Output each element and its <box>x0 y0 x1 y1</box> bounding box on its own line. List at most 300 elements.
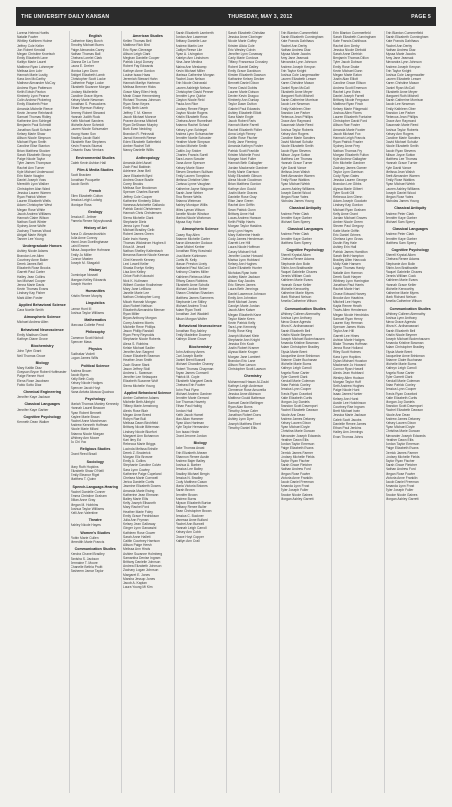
section-heading: Atmospheric Science <box>181 227 219 232</box>
graduate-name: Kate Francis Dahlhaus <box>333 39 367 44</box>
section-heading: Environmental Studies <box>75 155 115 160</box>
graduate-name: Grace Elizabeth Seaman <box>123 354 160 359</box>
graduate-name: Jonathan Riley Krasinski <box>175 249 212 254</box>
graduate-name: Emily A. Collins <box>123 459 146 464</box>
graduate-name: Scott Bracken <box>70 173 92 178</box>
graduate-name: Cameron Scott Nicholl <box>70 335 104 340</box>
graduate-name: David Michael Schultz <box>280 140 313 145</box>
graduate-name: Kelly Beth Cody <box>70 377 94 382</box>
graduate-name: Amanda Michelle Reece <box>17 106 53 111</box>
graduate-name: Charles Francis Sorell <box>175 152 208 157</box>
graduate-name: Kelsey Lauren Dixon <box>280 421 311 426</box>
graduate-name: Joseph Michael Bodenhausen <box>280 337 325 342</box>
graduate-name: Brandon Lee Allen <box>17 253 44 258</box>
graduate-name: Kelsey Jean Galloway <box>123 522 156 527</box>
graduate-name: Lauren Elizabeth Lesser <box>385 77 422 82</box>
graduate-name: Susannah Marie Reed <box>280 123 314 128</box>
graduate-name: Michael Ryan Smith <box>17 140 47 145</box>
graduate-name: Christina Marie Duncan <box>280 429 315 434</box>
section-heading: Undergraduate Honors <box>22 244 62 249</box>
graduate-name: Caitlin Rose Fischer <box>228 136 258 141</box>
graduate-name: Brian Patrick Conley <box>280 383 311 388</box>
graduate-name: Kaylee Marie Braun <box>70 414 100 419</box>
graduate-name: Anthony Charles Miller <box>175 270 209 275</box>
graduate-name: Erin Blanton Cummerfield <box>280 31 319 35</box>
name-columns <box>16 31 436 793</box>
graduate-name: Julia Ann Fryman <box>123 517 149 522</box>
graduate-name: Emily Rose Watkins <box>385 178 415 183</box>
graduate-name: Derrick James Farmer <box>280 450 314 455</box>
graduate-name: Melissa Jean Walsh <box>385 169 415 174</box>
graduate-name: Carl Joseph Bartle <box>175 354 203 359</box>
section-heading: Classical Languages <box>392 227 429 232</box>
section-heading: Cognitive Psychology <box>286 247 325 252</box>
graduate-name: Samantha Denise Ingram <box>123 555 161 560</box>
graduate-name: Chloe Ruth Kokoschi <box>123 274 154 279</box>
graduate-name: Lisa Marie Kuhlmann <box>175 253 207 258</box>
graduate-name: Brett Michael Jones <box>228 300 257 304</box>
graduate-name: Alexis Rose Blair <box>123 408 148 413</box>
graduate-name: Hannah Grace Keller <box>385 282 417 287</box>
graduate-name: Mariah Thomas Manley Kennedy <box>70 402 119 407</box>
graduate-name: Lexi Lowell Keller <box>123 261 149 266</box>
graduate-name: Micah Hannah Morgan <box>123 299 157 304</box>
graduate-name: Mirza K. Ardhanaswari <box>385 324 419 329</box>
graduate-name: Emily Rose Drake <box>333 64 360 69</box>
graduate-name: Kathryn Anne Gordon <box>123 68 155 73</box>
graduate-name: Michael Jordan Seber <box>175 287 208 292</box>
graduate-name: Sarah Elizabeth Lamberth <box>175 31 214 35</box>
graduate-name: Jacob Andrew Williams <box>17 211 51 216</box>
graduate-name: Margaret Ruth Mitchell <box>385 94 419 99</box>
graduate-name: Jessica C. Buckner <box>175 513 204 518</box>
graduate-name: Jenna Lynn Foust <box>123 223 150 228</box>
graduate-name: Megan Rose Fowler <box>385 471 416 476</box>
graduate-name: Lauren Elizabeth Fontaine <box>333 115 372 120</box>
name-column <box>384 31 437 793</box>
graduate-name: Brandon Lee Parker <box>385 110 416 115</box>
graduate-name: Jacqueline Anne Brinkman <box>385 353 425 358</box>
graduate-name: Susannah Marie Reed <box>385 123 419 128</box>
graduate-name: Ethan Paul Halbig <box>175 404 202 409</box>
graduate-name: Catherine Mary Burch <box>70 39 103 44</box>
graduate-name: Melissa Christine Utter <box>175 178 209 183</box>
section-heading: Communication Studies <box>389 306 431 311</box>
graduate-name: Elizabeth Anne Meyer <box>385 89 418 94</box>
graduate-name: Alexa S. Robbins <box>123 341 149 346</box>
graduate-name: Mark Richard Nelson <box>385 295 417 300</box>
graduate-name: Michael Sam Sperry <box>385 219 416 224</box>
graduate-name: Adrienne Jean Bell <box>123 169 151 174</box>
graduate-name: Chase Edward Harvey <box>333 291 366 296</box>
section-heading: Applied Behavioral Science <box>18 302 66 307</box>
graduate-name: Matthew Lee Thomas <box>280 157 313 162</box>
graduate-name: Elysia Marie Brent <box>385 349 413 354</box>
graduate-name: Kevin Jerome Reinhardt <box>17 110 53 115</box>
graduate-name: Rachel Ann Turner <box>17 165 45 170</box>
graduate-name: Kimberly Lynn Pearce <box>17 94 50 99</box>
graduate-name: Nicole Elizabeth Smith <box>385 144 419 149</box>
graduate-name: Michelle Marie Burns <box>385 362 417 367</box>
graduate-name: Jason Phillip Randall <box>123 329 154 334</box>
graduate-name: Mackenzie Jo Howard <box>333 363 366 368</box>
graduate-name: Erin Michelle Gardner <box>333 161 365 166</box>
graduate-name: Marsha Jessop Jones <box>123 576 156 581</box>
graduate-name: Carly Marie Cordova <box>228 56 259 61</box>
graduate-name: Rebecca Jean Phillips <box>280 115 313 120</box>
graduate-name: Morgan Eliz Browne <box>123 454 153 459</box>
graduate-name: Whitney Lynn Harrington <box>333 278 370 283</box>
graduate-name: Taylor Dawn Dutton <box>228 102 257 107</box>
graduate-name: Lamar Hunt III <box>70 306 92 311</box>
graduate-name: Adam Christopher West <box>17 203 52 208</box>
graduate-name: Tyler James Thompson <box>17 161 52 166</box>
graduate-name: Bradley Michael Bergin <box>175 471 210 476</box>
graduate-name: Ryan Sean Keyes <box>123 102 150 107</box>
graduate-name: Heather Marie Simpson <box>175 140 211 145</box>
graduate-name: Stephanie Dietz <box>123 219 147 224</box>
graduate-name: Kayla Renee Heath <box>333 304 362 309</box>
graduate-name: Nathaniel Paul McCord <box>175 266 210 271</box>
graduate-name: Dale Irwin Haney <box>123 236 149 241</box>
graduate-name: Lucas Andrew Hanson <box>228 215 261 220</box>
graduate-name: Sarah Elizabeth Cunningham <box>385 35 429 40</box>
graduate-name: Dominique Nosseil <box>70 273 98 278</box>
graduate-name: Courtney Rae Ingram <box>333 405 365 410</box>
graduate-name: Katie Elizabeth Curtis <box>385 395 418 400</box>
section-heading: Physics <box>88 347 103 351</box>
graduate-name: Kenneth Dean Walker <box>17 420 50 425</box>
graduate-name: Ryan Michael Doyle <box>280 425 310 430</box>
graduate-name: Andrew James Delaney <box>280 416 316 421</box>
graduate-name: Cara Noelle Smith <box>17 308 44 312</box>
graduate-name: Daniel Ryan McCall <box>280 85 310 90</box>
graduate-name: Jacob Michael Monroe <box>123 114 157 119</box>
graduate-name: Lindsey Michelle Fields <box>280 454 315 459</box>
graduate-name: Katherine Kimberly Dillon <box>123 198 161 203</box>
graduate-name: Michael Bradley Gelb <box>123 228 155 233</box>
graduate-name: Megan Elizabeth Kane <box>228 312 262 317</box>
graduate-name: Kelsey Marie Shaw <box>17 131 46 136</box>
graduate-name: Dylan Michael Houston <box>333 358 367 363</box>
graduate-name: Monica Lynn Dunn <box>70 68 98 73</box>
graduate-name: Hailey Ann Jennings <box>333 430 363 435</box>
graduate-name: Sean Christopher Brown <box>175 509 212 514</box>
graduate-name: Carissa Lynne Vaughan <box>175 182 211 187</box>
graduate-name: Jacob Ryan Stevens <box>280 148 311 153</box>
graduate-name: Megan M. Hobbins <box>70 502 99 507</box>
graduate-name: Andrew Scott Emerson <box>333 85 367 90</box>
graduate-name: Chelsea Marie Cornwell <box>123 475 158 480</box>
graduate-name: Emily Ann Johnston <box>228 295 257 300</box>
graduate-name: Benjamin Thomas Dillon <box>333 56 369 61</box>
graduate-name: Kristin Nicole Beymer <box>385 332 418 337</box>
graduate-name: Kara Lynn Hopkins <box>333 354 361 359</box>
graduate-name: Travis Ryan Crawford <box>385 391 418 396</box>
graduate-name: Caroline Grace Myers <box>70 93 103 98</box>
graduate-name: Alison Kay Jacobs <box>228 278 255 283</box>
graduate-name: Kellen Thomas Bell <box>123 39 152 44</box>
graduate-name: Spencer Mass <box>70 339 92 344</box>
section-heading: Theatre <box>88 518 102 523</box>
graduate-name: Bradley Jacob Stahl <box>70 135 100 140</box>
graduate-name: Kevin Michael Dunn <box>333 68 363 73</box>
graduate-name: Meah Grace Hennenberg <box>123 93 161 98</box>
graduate-name: Ethan Paul Jenkins <box>333 426 362 431</box>
graduate-name: Brooke Nicole Gaines <box>280 492 313 497</box>
graduate-name: Tyler Garrett Clark <box>280 374 308 379</box>
section-heading: English <box>88 34 102 38</box>
graduate-name: Alyssa Marie Jacobs <box>280 52 311 57</box>
graduate-name: Alexander Joseph Edwards <box>280 433 321 438</box>
graduate-name: Louise Isaac Haas <box>123 72 151 77</box>
graduate-name: Elizabeth Alexandria Menser <box>123 308 165 312</box>
graduate-name: Jennifer Louise Howard <box>228 253 263 258</box>
graduate-name: Amanda Kathryn Foster <box>228 144 263 149</box>
graduate-name: Jane Elizabeth Byrd <box>123 173 153 178</box>
graduate-name: Kyle Andrew Gallagher <box>333 157 367 162</box>
graduate-name: Paige Renee Hunt <box>17 374 44 379</box>
graduate-name: Grant Reed Brazil <box>70 452 97 457</box>
graduate-name: Brandon R. Petrovski <box>123 131 155 136</box>
graduate-name: Monique Ross <box>70 202 92 207</box>
graduate-name: Kyle Taylor Hernandez <box>175 425 209 430</box>
graduate-name: Jessica Nicole Diebold <box>333 47 367 52</box>
graduate-name: Jacob Allen Kaiser <box>228 308 256 313</box>
graduate-name: Tara Lynn Kennedy <box>228 325 257 330</box>
masthead-page-number: PAGE 5 <box>411 13 431 20</box>
graduate-name: Emily Lauren Tompkins <box>175 173 210 178</box>
graduate-name: Alexandra Lynn Johnson <box>385 60 422 65</box>
graduate-name: Jonathan Scott Schuler <box>17 127 52 132</box>
graduate-name: Ryan DeShawn Murphy <box>123 123 158 128</box>
graduate-name: Stephanie Lee Stilley <box>175 299 207 304</box>
graduate-name: Christopher Alan Ward <box>17 186 51 191</box>
graduate-name: Emily Kathleen Ober <box>385 106 416 111</box>
graduate-name: Jessica Anne Atkinson <box>228 392 261 397</box>
graduate-name: Caleb Kevin Ashton Hall <box>70 160 106 165</box>
graduate-name: Hannah Grace Turner <box>280 161 313 166</box>
graduate-name: Julia Anne Conroy <box>70 235 98 240</box>
graduate-name: Laura Nicole Hoffman <box>228 245 260 250</box>
graduate-name: Rachel Ann Griffin <box>228 203 255 208</box>
graduate-name: Jeffrey T. M. Klemm <box>123 110 153 115</box>
graduate-name: Sarah Brown <box>175 488 195 493</box>
graduate-name: Sara Leann Sowder <box>175 157 205 162</box>
graduate-name: Joshua Cole Langenwalter <box>385 73 425 78</box>
graduate-name: Katherine Marie Myers <box>280 290 314 295</box>
graduate-name: Chelsea Anne Rumelhart <box>175 119 213 124</box>
graduate-name: Brian Patrick Conley <box>385 383 416 388</box>
graduate-name: Kara Ann McCarthy <box>17 77 46 82</box>
graduate-name: Alan Robert Neilson <box>123 303 153 308</box>
graduate-name: Megan Rose Fowler <box>280 471 311 476</box>
graduate-name: Mason Preston Lively <box>175 261 208 266</box>
graduate-name: Kathryn Leigh Anderson <box>228 383 264 388</box>
graduate-name: Trevor David Dobbs <box>228 85 258 90</box>
graduate-name: Jacob Lee Newman <box>385 102 415 107</box>
graduate-name: Chelsea Lorelei Clark <box>70 56 103 61</box>
section-heading: Biochemistry <box>188 344 212 349</box>
graduate-name: Carolyn Marie Jordan <box>228 304 260 309</box>
graduate-name: Bradley Allen Hancock <box>333 257 366 262</box>
graduate-name: Mohammad Hasan Al-Zoubi <box>228 379 269 384</box>
graduate-name: Brianne Claire Buchanan <box>280 358 318 363</box>
graduate-name: Garrett Lee Hines <box>333 333 360 338</box>
graduate-name: Kendall Marie Coleman <box>280 379 315 384</box>
graduate-name: Lauren Kay Herman <box>333 321 363 326</box>
graduate-name: Joshua Taylor Roberts <box>280 127 314 132</box>
graduate-name: Jeremiah Stewart Hahn <box>123 77 158 82</box>
graduate-name: Elizabeth Anne Schultz <box>175 282 210 287</box>
graduate-name: Megan Rose Yates <box>280 194 309 199</box>
graduate-name: Jacob Lee Newman <box>280 102 310 107</box>
newspaper-page <box>0 7 452 807</box>
graduate-name: Bailey Marie Ellis <box>123 496 149 501</box>
graduate-name: Nathan Thomas Ball <box>70 51 101 56</box>
graduate-name: Stephanie Caroline Colvin <box>123 463 162 468</box>
graduate-name: Arianna Rachel Schauf <box>175 123 210 128</box>
graduate-name: Christopher Scott Lawson <box>228 367 266 372</box>
graduate-name: Katherine Jean Ehmann <box>123 492 159 497</box>
graduate-name: Allison Rae Foster <box>333 123 360 128</box>
graduate-name: Adam Christopher Bradley <box>385 345 425 350</box>
graduate-name: Morgan Jane Lambert <box>228 354 261 359</box>
graduate-name: Lauren Marie Dotson <box>228 89 259 94</box>
graduate-name: Sara Marie Engle <box>228 115 254 120</box>
graduate-name: Elizabeth Rose Brooks <box>17 266 51 271</box>
graduate-name: Taylor Ryan Fischer <box>385 458 415 463</box>
graduate-name: Rachel Elizabeth Dawson <box>280 408 319 413</box>
graduate-name: Jennifer Kaye Garber <box>385 236 417 241</box>
section-heading: History of Art <box>83 226 107 231</box>
graduate-name: Cody James Henderson <box>228 236 264 241</box>
graduate-name: Kirsten Elizabeth Dawson <box>228 73 266 78</box>
graduate-name: Megan Nicole Hendricks <box>333 312 369 317</box>
graduate-name: Ashley Nicole Adams <box>17 249 48 254</box>
graduate-name: Joshua Taylor Williams <box>70 310 104 315</box>
graduate-name: Mary Kaitlin Diaz <box>17 366 42 371</box>
graduate-name: Sarah Beth Hampton <box>333 253 364 258</box>
graduate-name: Amy Lynn Hayes <box>228 228 253 233</box>
graduate-name: Kristen Michelle Frost <box>228 152 260 157</box>
graduate-name: Emily Kathleen Ober <box>280 106 311 111</box>
graduate-name: Clayton Nicole Reid <box>175 98 205 103</box>
graduate-name: Logan James Wills <box>70 356 99 361</box>
graduate-name: Mary Ruth Hopkins <box>70 464 99 469</box>
graduate-name: Allison Paige Hersh <box>123 543 152 548</box>
graduate-name: Nick K. Kullmann <box>123 278 149 283</box>
graduate-name: Ashton Marie Hodges <box>333 337 365 342</box>
section-heading: Classical Languages <box>24 402 61 407</box>
section-heading: Geology <box>88 209 103 214</box>
graduate-name: Timothy Jesse Cater <box>228 409 259 414</box>
section-heading: Cognitive Psychology <box>23 414 62 419</box>
graduate-name: Sarah Elizabeth Cunningham <box>333 35 376 40</box>
graduate-name: John Paul Flynn <box>175 387 200 392</box>
section-heading: Classical Antiquity <box>394 206 427 211</box>
graduate-name: Heather Dawn Ellis <box>280 437 309 442</box>
graduate-name: Elizabeth Margaret Davis <box>175 379 213 384</box>
graduate-name: Victoria Anne Franklin <box>280 475 313 480</box>
section-heading: Applied Behavioral Science <box>124 390 172 395</box>
graduate-name: Morgan Joy Daniels <box>280 400 310 405</box>
graduate-name: Dennis William Cook <box>280 274 311 279</box>
graduate-name: Hannah Leigh Carroll <box>175 526 207 531</box>
graduate-name: Chanelle Bethia Pruitt <box>70 564 103 569</box>
graduate-name: Matthew Lee Thomas <box>385 157 418 162</box>
graduate-name: Dustin Ray Hale <box>333 241 357 246</box>
graduate-name: Michael Ryan Graham <box>333 207 366 212</box>
graduate-name: Allison Nicole Simpson <box>17 136 51 141</box>
graduate-name: Shirin Ann Braithwaite <box>280 265 313 270</box>
graduate-name: Jennifer Kaye Garber <box>280 215 312 220</box>
graduate-name: Katie Marie Griffin <box>333 228 360 233</box>
graduate-name: Patrick David Christensen <box>123 207 161 212</box>
graduate-name: Claire Elizabeth Hunter <box>228 266 262 271</box>
graduate-name: Jacob A. Kaplan <box>123 581 147 585</box>
graduate-name: Erin Elizabeth Ahearn <box>175 450 208 455</box>
graduate-name: Richard Thomas Johnson <box>123 98 161 103</box>
graduate-name: Rachel Elizabeth Fidler <box>228 127 262 132</box>
graduate-name: Ryan Michael Webb <box>385 182 415 187</box>
graduate-name: Whitley Kathleen Hulme <box>17 39 53 44</box>
graduate-name: Mary Katherine Heath <box>228 232 261 237</box>
graduate-name: Kimberly Ann Dunlap <box>228 98 259 103</box>
graduate-name: Clint Kenneth Kenney <box>123 257 155 262</box>
graduate-name: Andrew Martin Lee <box>175 43 204 48</box>
graduate-name: Brianne Claire Buchanan <box>385 358 423 363</box>
graduate-name: Melissa Sue Brockman <box>123 186 157 191</box>
graduate-name: Matthew T. Quinn <box>70 477 97 482</box>
graduate-name: Allison Joyce Sutton <box>280 152 311 157</box>
graduate-name: Ryan Michael Doyle <box>385 425 415 430</box>
graduate-name: Garrett Lee Hill <box>228 241 251 246</box>
graduate-name: Riley Scott Holmes <box>333 350 361 355</box>
graduate-name: Brandon Lee Gibbs <box>333 182 362 187</box>
graduate-name: Sherell Krystal Aiken <box>385 253 416 258</box>
graduate-name: Natalie Ann Harmon <box>333 270 363 275</box>
graduate-name: Spencer Charles Burnett <box>123 190 160 195</box>
graduate-name: Stephanie Ann Bolin <box>385 261 416 266</box>
graduate-name: Brittany Anne Hall <box>228 211 255 216</box>
graduate-name: Hannah Grace Keller <box>280 282 312 287</box>
graduate-name: Mirza K. Ardhanaswari <box>280 324 314 329</box>
graduate-name: Sarah Catherine Morrison <box>385 98 424 103</box>
graduate-name: Natalie Fowler <box>17 35 39 40</box>
graduate-name: Lindsey Nicole Bluefort <box>123 429 157 434</box>
graduate-name: Nathan Andrew Diaz <box>280 47 311 52</box>
graduate-name: Kelsey Nicole Hodges <box>70 381 103 386</box>
graduate-name: Shasta Evelyn Kelley <box>123 265 154 270</box>
graduate-name: Timothy Michael Burns <box>70 43 104 48</box>
name-column <box>331 31 384 793</box>
name-column <box>226 31 279 793</box>
graduate-name: Kristin Elizabeth Ross <box>175 115 208 120</box>
graduate-name: Tyler Joseph Fuller <box>385 488 414 493</box>
graduate-name: Matthew James Sommers <box>175 295 214 300</box>
graduate-name: Jessica Marie Jackson <box>333 413 367 418</box>
graduate-name: Alyssa Marie Jacobs <box>385 52 416 57</box>
graduate-name: Amanda Kristine Bowman <box>280 341 319 346</box>
graduate-name: Nathan Andrew Diaz <box>385 47 416 52</box>
graduate-name: Shirin Ann Braithwaite <box>385 265 418 270</box>
graduate-name: Meredith Lynn Walker <box>17 182 49 187</box>
section-heading: Speech-Language-Hearing <box>72 484 119 489</box>
graduate-name: Jennifer Brown <box>175 492 198 497</box>
graduate-name: John Tyler Grant <box>17 349 42 354</box>
graduate-name: Emma Christine Graham <box>70 494 107 499</box>
